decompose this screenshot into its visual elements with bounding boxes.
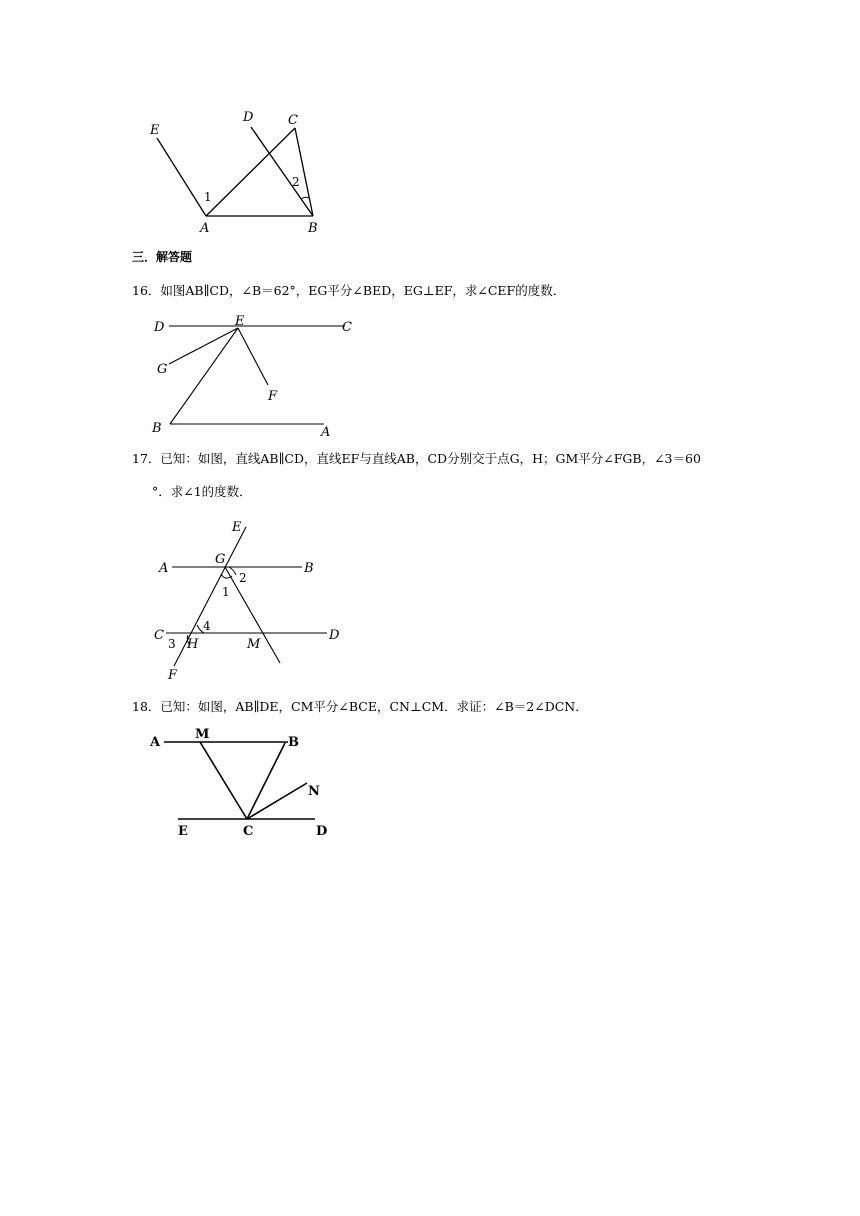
problem-18-text (132, 698, 588, 716)
label-m: M (195, 727, 210, 742)
label-angle-3: 3 (168, 637, 176, 651)
line-mc (200, 742, 247, 819)
section-title: 三．解答题 (132, 250, 193, 264)
figure-angles-1-2 (130, 100, 350, 240)
problem-18-body: 已知：如图，AB∥DE，CM平分∠BCE，CN⊥CM．求证：∠B＝2∠DCN． (160, 699, 588, 714)
angle-arc-2 (301, 197, 309, 199)
label-n: N (308, 784, 320, 799)
label-d: D (243, 110, 254, 125)
label-h: H (187, 637, 199, 652)
line-ef (238, 328, 268, 385)
label-e: E (235, 314, 245, 329)
line-eb (170, 328, 238, 424)
problem-17-body-line2: °．求∠1的度数． (152, 484, 252, 499)
figure-problem-17 (150, 515, 355, 685)
label-c: C (288, 113, 298, 128)
label-b: B (152, 421, 162, 436)
label-angle-2: 2 (292, 175, 300, 189)
label-g: G (215, 552, 226, 567)
problem-17-number: 17． (132, 451, 161, 466)
line-ea (157, 138, 206, 216)
angle-arc-2 (229, 567, 236, 575)
label-a: A (321, 425, 331, 440)
label-b: B (308, 221, 318, 236)
problem-16-text (132, 282, 565, 300)
problem-16-body: 如图AB∥CD，∠B＝62°，EG平分∠BED，EG⊥EF，求∠CEF的度数． (160, 283, 566, 298)
label-a: A (150, 735, 161, 750)
label-d: D (154, 320, 165, 335)
label-d: D (329, 628, 340, 643)
label-a: A (159, 561, 169, 576)
label-f: F (268, 389, 278, 404)
label-c: C (154, 628, 164, 643)
label-d: D (316, 824, 328, 839)
label-c: C (243, 824, 254, 839)
line-eg (169, 328, 238, 364)
label-m: M (247, 637, 261, 652)
figure-problem-16 (145, 310, 370, 440)
label-e: E (178, 824, 188, 839)
label-b: B (288, 735, 299, 750)
label-e: E (232, 520, 242, 535)
line-ef (174, 527, 246, 666)
problem-17-text-line2 (152, 483, 252, 501)
label-c: C (342, 320, 352, 335)
label-a: A (200, 221, 210, 236)
label-angle-1: 1 (204, 190, 212, 204)
problem-16-number: 16． (132, 283, 161, 298)
figure-problem-18 (145, 722, 345, 842)
label-f: F (168, 668, 178, 683)
problem-17-text-line1 (132, 450, 701, 468)
label-g: G (157, 362, 168, 377)
label-angle-1: 1 (222, 585, 230, 599)
label-e: E (150, 123, 160, 138)
label-angle-2: 2 (239, 571, 247, 585)
problem-17-body-line1: 已知：如图，直线AB∥CD，直线EF与直线AB，CD分别交于点G，H；GM平分∠FGB，∠3＝60 (160, 451, 701, 466)
label-angle-4: 4 (203, 619, 211, 633)
label-b: B (304, 561, 314, 576)
problem-18-number: 18． (132, 699, 161, 714)
